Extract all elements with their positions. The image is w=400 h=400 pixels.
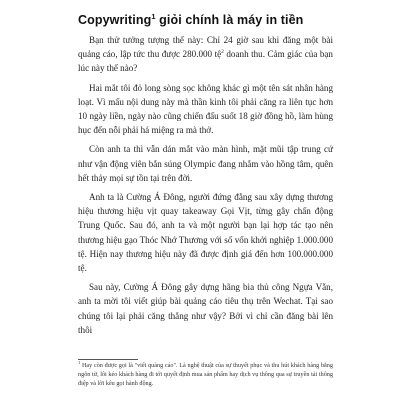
footnote-marker: 1 (78, 359, 81, 365)
paragraph-4: Anh ta là Cường Á Đông, người đứng đằng sau xây dựng thương hiệu thương hiệu vịt quay takeaway Gọi Vịt, từng gây chấn động Trung Quốc. Sau đó, anh ta và một người bạn lại hợp tác tạo nên thương hiệu gạo Thóc Nhớ Thương với số vốn khởi nghiệp 1.000.000 tệ. Hiện nay thương hiệu này đã được định giá đến hơn 100.000.000 tệ. (78, 192, 333, 274)
footnote-divider (78, 359, 138, 360)
page-content (78, 12, 333, 342)
heading-footnote-marker: 1 (151, 11, 156, 21)
heading-rest: giỏi chính là máy in tiền (155, 13, 304, 27)
footnote-text: Hay còn được gọi là "viết quảng cáo". Là nghệ thuật của sự thuyết phục và thu hút khách hàng bằng ngôn từ, lôi kéo khách hàng đi tới quyết định mua sản phẩm hay dịch vụ thông qua sự truyền tải thông điệp và lời kêu gọi hành động. (78, 362, 333, 387)
paragraph-1-footnote-marker: 2 (221, 49, 224, 56)
paragraph-1-before: Bạn thử tưởng tượng thế này: Chỉ 24 giờ sau khi đăng một bài quảng cáo, lập tức thu được 280.000 tệ (78, 35, 333, 60)
paragraph-1-after: doanh thu. Cảm giác của bạn lúc này thế nào? (78, 49, 333, 74)
paragraph-5: Sau này, Cường Á Đông gây dựng hãng bia thủ công Ngựa Vằn, anh ta mời tôi viết giúp bài quảng cáo tiêu thụ trên Wechat. Tại sao chúng tôi lại phải căng thẳng như vậy? Bởi vì chỉ cần đăng bài lên thôi (78, 282, 333, 335)
paragraph-3: Còn anh ta thì vẫn dán mắt vào màn hình, mặt mũi tập trung cứ như vận động viên bắn súng Olympic đang nhắm vào hồng tâm, quên hết thảy mọi sự tồn tại trên đời. (78, 144, 333, 183)
paragraph-2: Hai mắt tôi đỏ long sòng sọc không khác gì một tên sát nhân hàng loạt. Vì mấu nội dung này mà thần kinh tôi phải căng ra liên tục hơn 10 ngày liền, ngày nào cũng chiến đấu suốt 18 giờ đồng hồ, làm hùng hục đến nỗi phải há miệng ra mà thở. (78, 82, 333, 136)
footnote (78, 359, 333, 388)
heading-text: Copywriting (78, 13, 152, 27)
chapter-heading (78, 12, 333, 28)
paragraph-1 (78, 33, 333, 76)
